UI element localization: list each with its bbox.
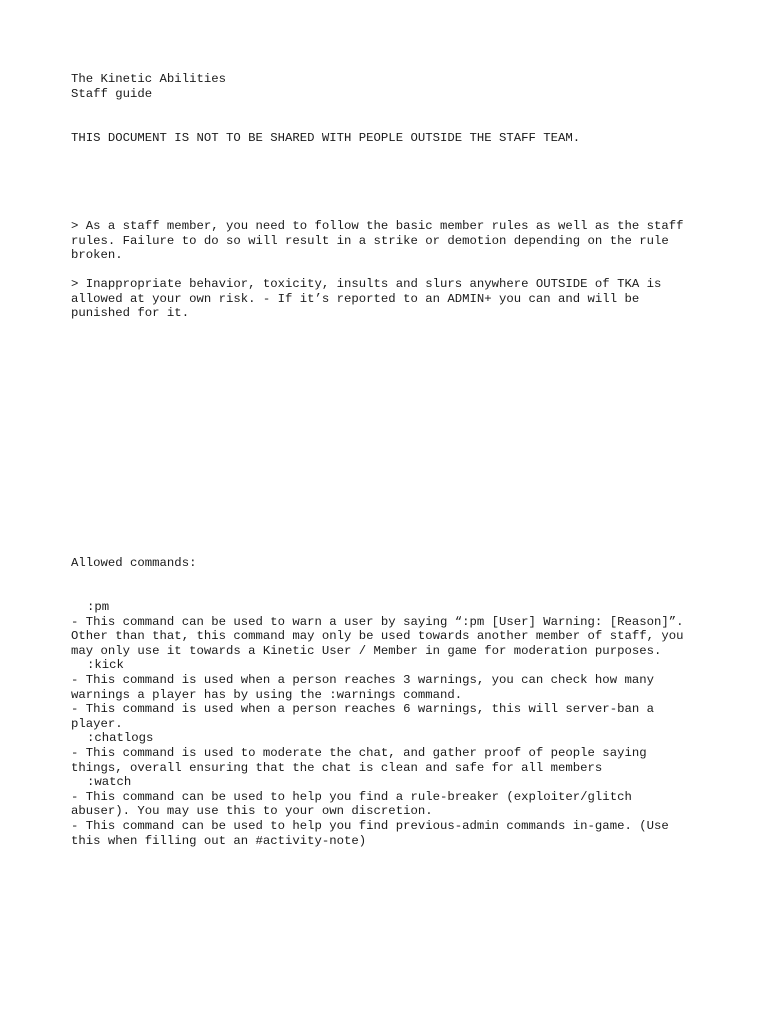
command-name: :pm [87,600,110,614]
confidentiality-notice [71,131,711,146]
commands-heading-text: Allowed commands: [71,556,197,570]
command-description: - This command is used to moderate the chat, and gather proof of people saying [71,745,647,760]
command-description: - This command can be used to warn a user by saying “:pm [User] Warning: [Reason]”. [71,614,684,629]
staff-rule-1 [71,219,711,263]
document-subtitle: Staff guide [71,86,153,101]
command-name: :kick [87,658,124,673]
rule-2-line-2: allowed at your own risk. - If it’s reported to an ADMIN+ you can and will be [71,291,640,306]
command-description: - This command is used when a person reaches 6 warnings, this will server-ban a [71,702,654,717]
command-description: abuser). You may use this to your own discretion. [71,804,433,819]
rule-2-line-3: punished for it. [71,306,190,321]
staff-rule-2 [71,277,711,321]
command-chatlogs [71,731,711,775]
command-kick [71,658,711,731]
command-name: :watch [87,775,132,790]
command-description: may only use it towards a Kinetic User / Member in game for moderation purposes. [71,643,662,658]
command-description: - This command can be used to help you find previous-admin commands in-game. (Use [71,818,669,833]
command-watch [71,775,711,848]
command-description: Other than that, this command may only be used towards another member of staff, you [71,629,684,644]
rule-2-line-1: > Inappropriate behavior, toxicity, insults and slurs anywhere OUTSIDE of TKA is [71,277,662,291]
rule-1-line-1: > As a staff member, you need to follow the basic member rules as well as the staff [71,219,684,233]
command-description: - This command can be used to help you find a rule-breaker (exploiter/glitch [71,789,632,804]
document-header [71,72,711,101]
command-pm [71,600,711,658]
command-description: warnings a player has by using the :warnings command. [71,687,463,702]
command-name: :chatlogs [87,731,154,746]
rule-1-line-3: broken. [71,248,123,263]
commands-list [71,600,711,848]
command-description: this when filling out an #activity-note) [71,833,367,848]
command-description: things, overall ensuring that the chat is clean and safe for all members [71,760,603,775]
notice-text: THIS DOCUMENT IS NOT TO BE SHARED WITH PEOPLE OUTSIDE THE STAFF TEAM. [71,131,581,145]
commands-heading [71,556,711,571]
rule-1-line-2: rules. Failure to do so will result in a strike or demotion depending on the rule [71,233,669,248]
command-description: player. [71,716,123,731]
command-description: - This command is used when a person reaches 3 warnings, you can check how many [71,672,654,687]
document-title: The Kinetic Abilities [71,72,226,86]
